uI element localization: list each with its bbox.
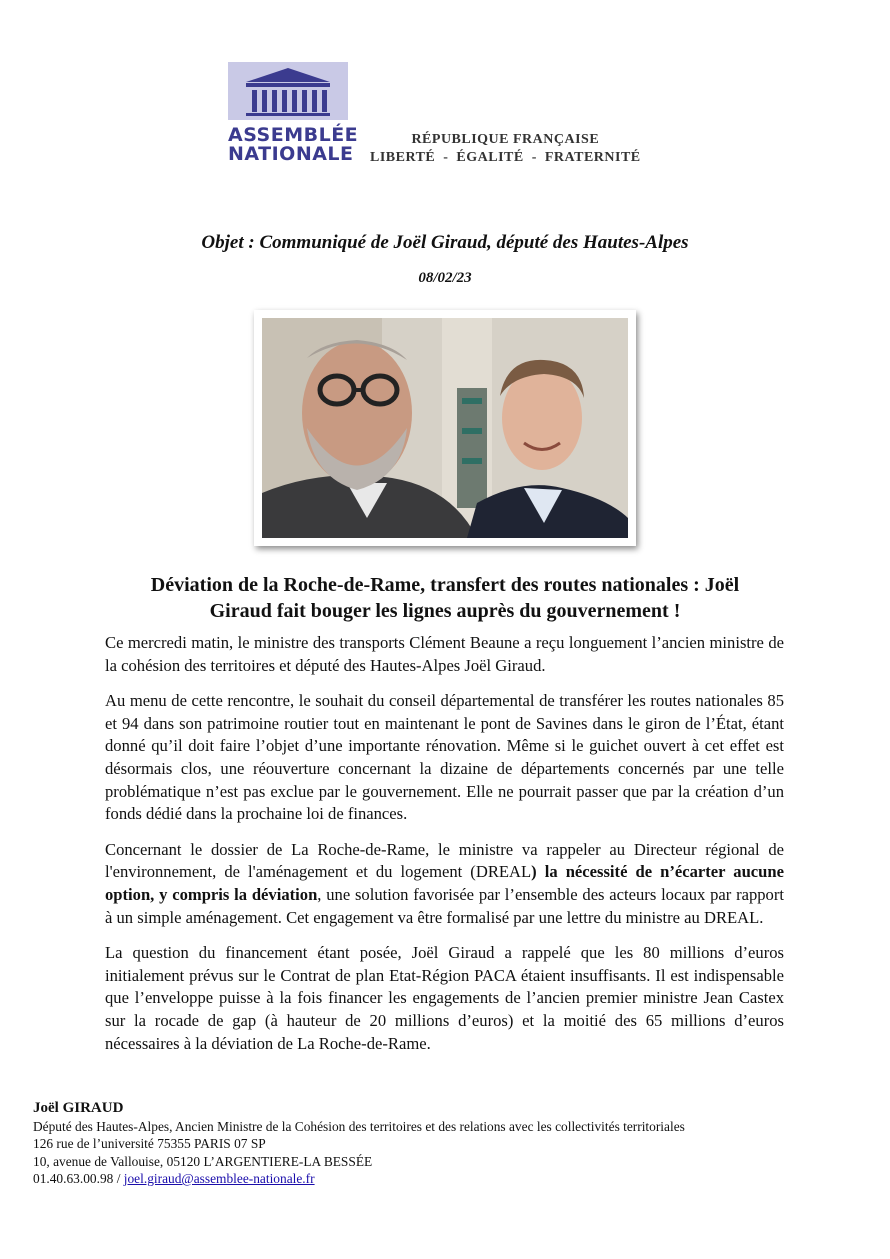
signature-title: Député des Hautes-Alpes, Ancien Ministre de la Cohésion des territoires et des relations avec les collectivités territoriales: [33, 1118, 685, 1134]
republic-label: RÉPUBLIQUE FRANÇAISE: [411, 132, 600, 147]
object-line: Objet : Communiqué de Joël Giraud, député des Hautes-Alpes: [201, 232, 689, 253]
date: 08/02/23: [418, 270, 472, 286]
headline-line-1: Déviation de la Roche-de-Rame, transfert des routes nationales : Joël: [150, 574, 740, 596]
photo-frame: [254, 310, 636, 546]
paragraph-3-bold: ) la nécessité de n’écarter aucune option, y compris la déviation: [105, 862, 784, 904]
paragraph-3-start: Concernant le dossier de La Roche-de-Rame, le ministre va rappeler au Directeur régional de l'environnement, de l'aménagement et du logement (DREAL: [105, 839, 784, 882]
paragraph-4: La question du financement étant posée, Joël Giraud a rappelé que les 80 millions d’euros initialement prévus sur le Contrat de plan Etat-Région PACA étaient insuffisants. Il est indispensable que l’enveloppe puisse à la fois financer les engagements de l’ancien premier ministre Jean Castex sur la rocade de gap (à hauteur de 20 millions d’euros) et la moitié des 65 millions d’euros nécessaires à la déviation de La Roche-de-Rame.: [105, 943, 784, 1053]
phone-number: 01.40.63.00.98 /: [33, 1171, 124, 1186]
logo-line-1: ASSEMBLÉE: [228, 124, 359, 146]
republic-motto: [370, 131, 641, 167]
footer-signature: [33, 1100, 685, 1188]
photo: [262, 318, 628, 538]
email-link[interactable]: joel.giraud@assemblee-nationale.fr: [123, 1171, 315, 1186]
paragraph-1: Ce mercredi matin, le ministre des transports Clément Beaune a reçu longuement l’ancien ministre de la cohésion des territoires et député des Hautes-Alpes Joël Giraud.: [105, 633, 784, 675]
logo-wordmark: [228, 124, 359, 165]
headline: [110, 572, 780, 624]
address-paris: 126 rue de l’université 75355 PARIS 07 SP: [33, 1136, 266, 1151]
paragraph-3-end: , une solution favorisée par l’ensemble des acteurs locaux par rapport à un simple aménagement. Cet engagement va être formalisé par une lettre du ministre au DREAL.: [105, 884, 784, 927]
address-argentiere: 10, avenue de Vallouise, 05120 L’ARGENTIERE-LA BESSÉE: [33, 1153, 373, 1169]
paragraph-3: [105, 839, 784, 929]
assemblee-nationale-logo: [228, 62, 359, 165]
headline-line-2: Giraud fait bouger les lignes auprès du gouvernement !: [209, 600, 681, 622]
logo-line-2: NATIONALE: [228, 143, 354, 165]
hemicycle-icon: [228, 62, 348, 120]
paragraph-2: Au menu de cette rencontre, le souhait du conseil départemental de transférer les routes nationales 85 et 94 dans son patrimoine routier tout en maintenant le pont de Savines dans le giron de l’État, étant donné qu’il doit faire l’objet d’une importante rénovation. Même si le guichet ouvert à cet effet est désormais clos, une réouverture concernant la dizaine de départements concernés par une telle problématique n’est pas exclue par le gouvernement. Elle ne pourrait passer que par la création d’un fonds dédié dans la prochaine loi de finances.: [105, 691, 784, 824]
press-release-body: [105, 632, 784, 1068]
motto-label: LIBERTÉ - ÉGALITÉ - FRATERNITÉ: [370, 150, 641, 165]
signature-name: Joël GIRAUD: [33, 1100, 124, 1116]
contact-line: [33, 1170, 685, 1188]
